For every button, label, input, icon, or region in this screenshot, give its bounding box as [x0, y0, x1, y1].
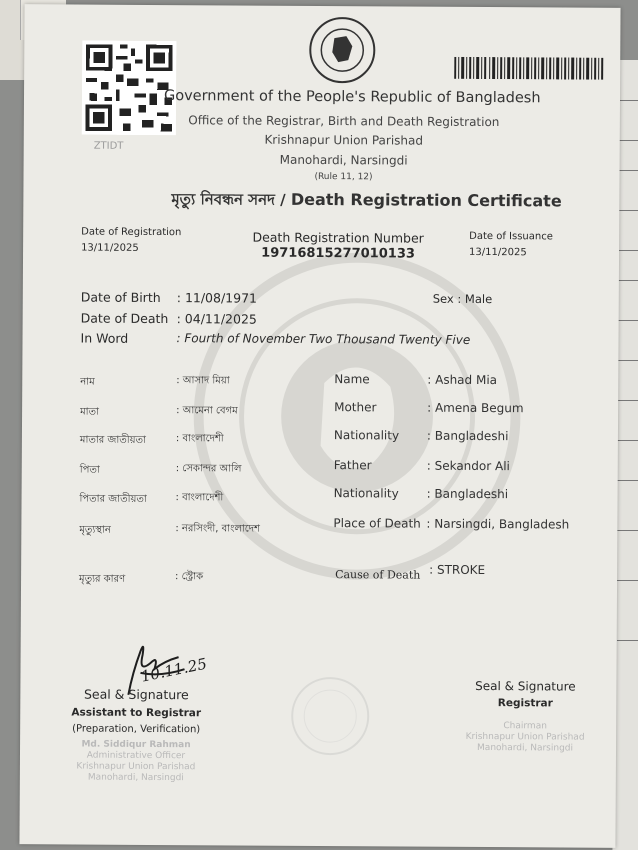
date-of-registration: 13/11/2025: [81, 242, 139, 254]
mother-nationality-en-value: : Bangladeshi: [426, 428, 509, 444]
place-of-death-bn-label: মৃত্যুস্থান: [79, 524, 111, 536]
in-word-value: : Fourth of November Two Thousand Twenty Five: [176, 331, 471, 347]
father-nationality-bn-value: : বাংলাদেশী: [175, 492, 224, 504]
right-stamp-line-1: Chairman: [503, 721, 547, 732]
right-stamp-line-2: Krishnapur Union Parishad: [465, 731, 585, 743]
right-seal-role: Registrar: [497, 697, 553, 710]
father-en-value: : Sekandor Ali: [426, 458, 510, 474]
father-nationality-en-value: : Bangladeshi: [426, 486, 509, 502]
mother-nationality-bn-label: মাতার জাতীয়তা: [79, 434, 146, 446]
qr-code: [82, 41, 177, 136]
government-emblem-icon: [308, 16, 376, 84]
left-stamp-line-1: Md. Siddiqur Rahman: [81, 739, 191, 751]
handwritten-date: 10.11.25: [139, 654, 209, 686]
dod-label: Date of Death: [80, 310, 169, 327]
name-en-value: : Ashad Mia: [427, 372, 498, 388]
rule-text: (Rule 11, 12): [314, 171, 373, 183]
faded-round-seal-icon: [288, 674, 373, 759]
mother-bn-value: : আমেনা বেগম: [176, 405, 238, 417]
dob-label: Date of Birth: [80, 289, 161, 306]
father-bn-label: পিতা: [79, 464, 100, 476]
mother-en-value: : Amena Begum: [427, 400, 524, 416]
mother-en-label: Mother: [334, 400, 377, 415]
mother-bn-label: মাতা: [80, 406, 99, 418]
left-stamp-line-2: Administrative Officer: [86, 750, 186, 762]
father-en-label: Father: [333, 458, 372, 473]
left-seal-note: (Preparation, Verification): [72, 723, 201, 736]
father-nationality-bn-label: পিতার জাতীয়তা: [79, 493, 147, 505]
government-title: Government of the People's Republic of Bangladesh: [163, 88, 541, 107]
barcode: [454, 57, 604, 80]
name-bn-label: নাম: [80, 376, 95, 388]
date-of-issuance: 13/11/2025: [469, 246, 527, 259]
cause-of-death-bn-value: : স্ট্রোক: [175, 571, 204, 583]
certificate-title-bn: মৃত্যু নিবন্ধন সনদ /: [171, 190, 286, 209]
dod-value: : 04/11/2025: [176, 311, 257, 327]
name-en-label: Name: [334, 372, 370, 387]
father-bn-value: : সেকান্দর আলি: [175, 463, 242, 475]
date-of-issuance-label: Date of Issuance: [469, 230, 553, 243]
certificate-sheet: [19, 4, 620, 848]
date-of-registration-label: Date of Registration: [81, 226, 182, 239]
father-nationality-en-label: Nationality: [333, 486, 399, 501]
cause-of-death-bn-label: মৃত্যুর কারণ: [79, 573, 126, 585]
registration-number: 19716815277010133: [261, 245, 415, 262]
name-bn-value: : আসাদ মিয়া: [176, 375, 230, 387]
left-stamp-line-3: Krishnapur Union Parishad: [76, 761, 196, 773]
left-seal-role: Assistant to Registrar: [71, 706, 202, 720]
union-name: Krishnapur Union Parishad: [264, 132, 424, 148]
certificate-title: [171, 188, 561, 215]
qr-code-label: ZTIDT: [93, 140, 124, 152]
dob-value: : 11/08/1971: [176, 290, 258, 306]
cause-of-death-en-value: : STROKE: [429, 562, 486, 578]
place-of-death-en-value: : Narsingdi, Bangladesh: [426, 516, 570, 532]
mother-nationality-en-label: Nationality: [333, 428, 400, 443]
place-of-death-bn-value: : নরসিংদী, বাংলাদেশ: [175, 523, 260, 535]
cause-of-death-en-label: Cause of Death: [335, 568, 421, 582]
sex-value: Sex : Male: [432, 291, 493, 307]
mother-nationality-bn-value: : বাংলাদেশী: [175, 433, 224, 445]
location-name: Manohardi, Narsingdi: [279, 152, 408, 168]
left-stamp-line-4: Manohardi, Narsingdi: [87, 772, 184, 784]
place-of-death-en-label: Place of Death: [333, 516, 421, 531]
in-word-label: In Word: [80, 330, 129, 346]
certificate-title-en: Death Registration Certificate: [290, 189, 562, 211]
right-seal-title: Seal & Signature: [475, 678, 576, 694]
registration-number-label: Death Registration Number: [252, 229, 424, 246]
left-seal-title: Seal & Signature: [83, 686, 189, 703]
right-stamp-line-3: Manohardi, Narsingdi: [477, 742, 574, 754]
office-title: Office of the Registrar, Birth and Death Registration: [188, 113, 500, 130]
